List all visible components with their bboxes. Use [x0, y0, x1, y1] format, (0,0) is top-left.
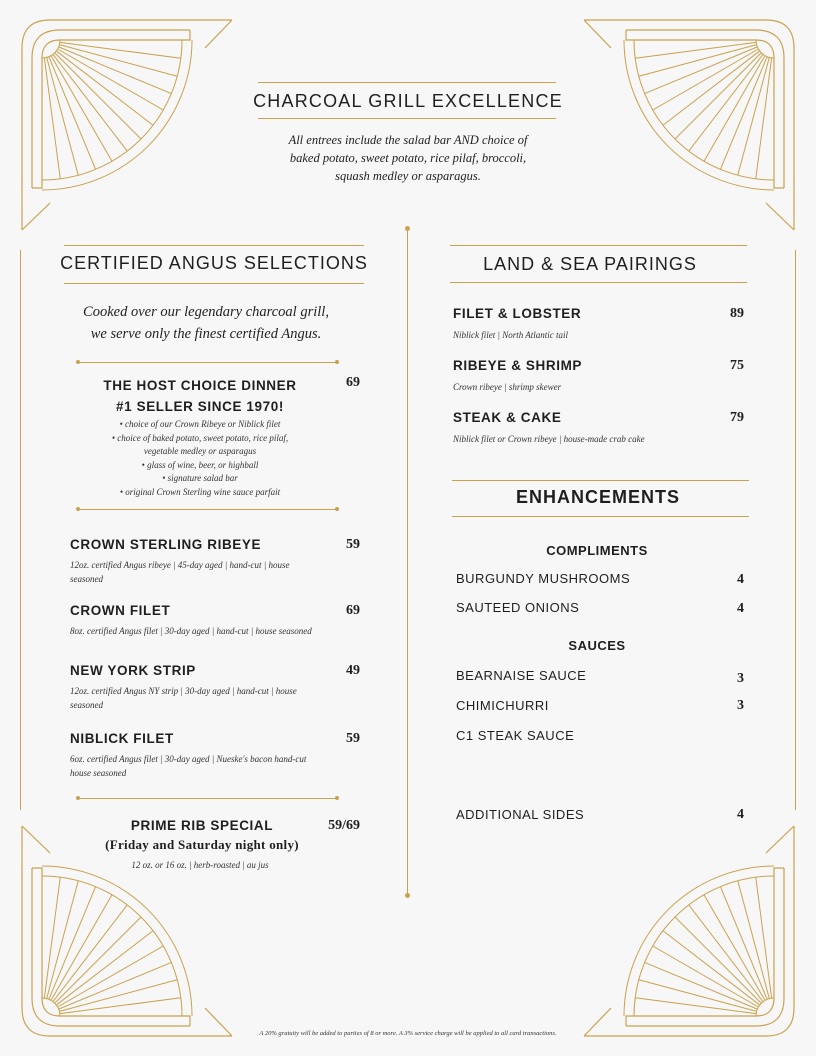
host-choice-name-line1: THE HOST CHOICE DINNER: [103, 378, 297, 393]
corner-ornament-bottom-left: [20, 823, 235, 1038]
pairing-price: 79: [730, 410, 744, 425]
bullet-line: • choice of our Crown Ribeye or Niblick filet: [119, 419, 281, 429]
bullet-line: • signature salad bar: [162, 473, 238, 483]
intro-line: baked potato, sweet potato, rice pilaf, broccoli,: [289, 151, 527, 165]
enhancements-title-rule-bottom: [452, 516, 749, 517]
sauce-name: BEARNAISE SAUCE: [456, 668, 587, 683]
sauce-name: CHIMICHURRI: [456, 698, 549, 713]
footer-note: A 20% gratuity will be added to parties of 8 or more. A 3% service charge will be applied to all card transactions.: [259, 1030, 557, 1037]
sauces-heading: SAUCES: [568, 638, 626, 653]
menu-item-name: NIBLICK FILET: [70, 731, 174, 746]
prime-rib-name: PRIME RIB SPECIAL: [130, 818, 274, 833]
landsea-title-rule-bottom: [450, 282, 747, 283]
enhancements-title-rule-top: [452, 480, 749, 481]
menu-item-desc: [70, 752, 350, 780]
desc-line: 12oz. certified Angus NY strip | 30-day aged | hand-cut | house: [70, 686, 297, 696]
corner-ornament-bottom-right: [581, 823, 796, 1038]
enhancements-section-title: ENHANCEMENTS: [515, 487, 680, 507]
compliment-price: 4: [737, 572, 744, 587]
desc-line: 12oz. certified Angus ribeye | 45-day aged | hand-cut | house: [70, 560, 290, 570]
host-choice-name: [90, 375, 310, 417]
corner-ornament-top-right: [581, 18, 796, 233]
pairing-price: 75: [730, 358, 744, 373]
corner-ornament-top-left: [20, 18, 235, 233]
intro-line: All entrees include the salad bar AND choice of: [288, 133, 528, 147]
title-rule-top: [258, 82, 556, 83]
additional-sides-name: ADDITIONAL SIDES: [456, 807, 585, 822]
pairing-name: STEAK & CAKE: [453, 410, 562, 425]
host-rule-bottom: [79, 509, 337, 510]
landsea-title-rule-top: [450, 245, 747, 246]
pairing-name: FILET & LOBSTER: [453, 306, 582, 321]
center-divider: [407, 230, 408, 895]
lead-line: we serve only the finest certified Angus.: [90, 326, 322, 342]
host-rule-top: [79, 362, 337, 363]
left-border-line: [20, 250, 21, 810]
host-choice-price: 69: [346, 375, 360, 390]
prime-rule: [79, 798, 337, 799]
prime-rib-desc: 12 oz. or 16 oz. | herb-roasted | au jus: [131, 860, 269, 870]
desc-line: seasoned: [70, 700, 103, 710]
page-title: CHARCOAL GRILL EXCELLENCE: [253, 91, 563, 111]
bullet-line: vegetable medley or asparagus: [143, 446, 257, 456]
lead-line: Cooked over our legendary charcoal grill,: [83, 304, 329, 320]
menu-item-price: 59: [346, 731, 360, 746]
divider-dot-bottom: [405, 893, 410, 898]
bullet-line: • original Crown Sterling wine sauce parfait: [119, 486, 281, 497]
sauce-name: C1 STEAK SAUCE: [456, 728, 575, 743]
right-border-line: [795, 250, 796, 810]
pairing-desc: Niblick filet or Crown ribeye | house-made crab cake: [453, 434, 645, 444]
menu-item-price: 59: [346, 537, 360, 552]
menu-item-name: CROWN STERLING RIBEYE: [70, 537, 262, 552]
pairing-desc: Crown ribeye | shrimp skewer: [453, 382, 562, 392]
intro-line: squash medley or asparagus.: [335, 169, 481, 183]
pairing-desc: Niblick filet | North Atlantic tail: [453, 330, 569, 340]
compliment-name: BURGUNDY MUSHROOMS: [456, 571, 631, 586]
angus-lead-text: [56, 301, 356, 345]
pairing-price: 89: [730, 306, 744, 321]
menu-item-price: 69: [346, 603, 360, 618]
desc-line: house seasoned: [70, 768, 127, 778]
angus-title-rule-bottom: [64, 283, 364, 284]
desc-line: 6oz. certified Angus filet | 30-day aged | Nueske's bacon hand-cut: [70, 754, 307, 764]
menu-item-name: CROWN FILET: [70, 603, 171, 618]
prime-rule-dot-right: [335, 796, 339, 800]
host-choice-bullets: [80, 418, 320, 499]
menu-item-name: NEW YORK STRIP: [70, 663, 196, 678]
bullet-line: • glass of wine, beer, or highball: [141, 459, 259, 470]
compliment-price: 4: [737, 601, 744, 616]
host-rule-dot-right: [335, 507, 339, 511]
additional-sides-price: 4: [737, 807, 744, 822]
angus-title-rule-top: [64, 245, 364, 246]
angus-section-title: CERTIFIED ANGUS SELECTIONS: [60, 253, 368, 273]
sauce-price: 3: [737, 671, 744, 686]
prime-rib-note: (Friday and Saturday night only): [105, 837, 299, 852]
sauce-price: 3: [737, 698, 744, 713]
bullet-line: • choice of baked potato, sweet potato, rice pilaf,: [111, 432, 289, 443]
compliment-name: SAUTEED ONIONS: [456, 600, 580, 615]
prime-rib-price: 59/69: [328, 818, 360, 833]
host-rule-dot-right: [335, 360, 339, 364]
pairing-name: RIBEYE & SHRIMP: [453, 358, 583, 373]
menu-item-desc: [70, 684, 345, 712]
host-choice-name-line2: #1 SELLER SINCE 1970!: [116, 399, 284, 414]
desc-line: seasoned: [70, 574, 103, 584]
desc-line: 8oz. certified Angus filet | 30-day aged | hand-cut | house seasoned: [70, 626, 312, 636]
compliments-heading: COMPLIMENTS: [546, 543, 648, 558]
menu-item-desc: [70, 624, 360, 638]
menu-item-desc: [70, 558, 345, 586]
intro-text: [258, 131, 558, 185]
menu-item-price: 49: [346, 663, 360, 678]
title-rule-bottom: [258, 118, 556, 119]
landsea-section-title: LAND & SEA PAIRINGS: [483, 254, 697, 274]
